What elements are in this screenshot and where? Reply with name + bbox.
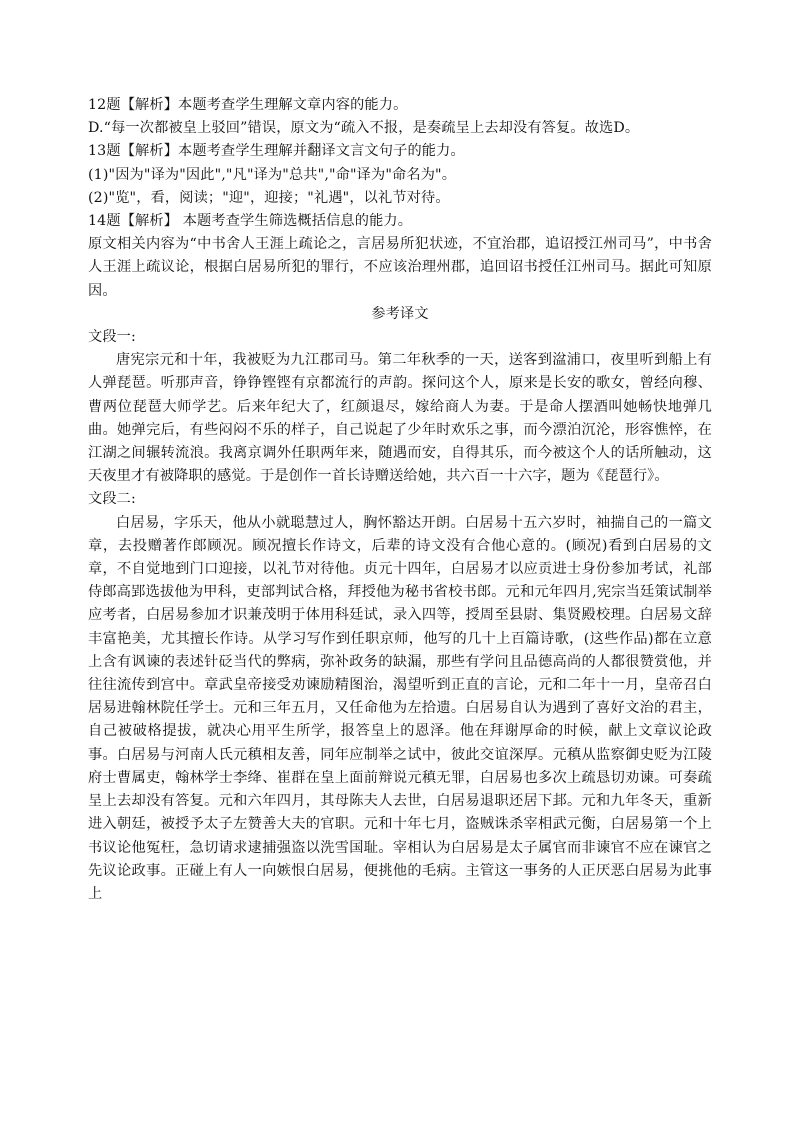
q12-title: 12题【解析】本题考查学生理解文章内容的能力。: [88, 97, 408, 113]
section2-paragraph: 白居易，字乐天，他从小就聪慧过人，胸怀豁达开朗。白居易十五六岁时，袖揣自己的一篇文章，去投赠著作郎顾况。顾况擅长作诗文，后辈的诗文没有合他心意的。(顾况)看到白居易的文章，不自觉地到门口迎接，以礼节对待他。贞元十四年，白居易才以应贡进士身份参加考试，礼部侍郎高郢选拔他为甲科，吏部判试合格，拜授他为秘书省校书郎。元和元年四月,宪宗当廷策试制举应考者，白居易参加才识兼茂明于体用科廷试，录入四等，授周至县尉、集贤殿校理。白居易文辞丰富艳美，尤其擅长作诗。从学习写作到任职京师，他写的几十上百篇诗歌，(这些作品)都在立意上含有讽谏的表述针砭当代的弊病，弥补政务的缺漏，那些有学问且品德高尚的人都很赞赏他，并往往流传到宫中。章武皇帝接受劝谏励精图治，渴望听到正直的言论，元和二年十一月，皇帝召白居易进翰林院任学士。元和三年五月，又任命他为左拾遗。白居易自认为遇到了喜好文治的君主，自己被破格提拔，就决心用平生所学，报答皇上的恩泽。他在拜谢厚命的时候，献上文章议论政事。白居易与河南人氏元稹相友善，同年应制举之试中，彼此交谊深厚。元稹从监察御史贬为江陵府士曹属吏，翰林学士李绛、崔群在皇上面前辩说元稹无罪，白居易也多次上疏恳切劝谏。可奏疏呈上去却没有答复。元和六年四月，其母陈夫人去世，白居易退职还居下邽。元和九年冬天，重新进入朝廷，被授予太子左赞善大夫的官职。元和十年七月，盗贼诛杀宰相武元衡，白居易第一个上书议论他冤枉，急切请求逮捕强盗以洗雪国耻。宰相认为白居易是太子属官而非谏官不应在谏官之先议论政事。正碰上有人一向嫉恨白居易，便挑他的毛病。主管这一事务的人正厌恶白居易为此事上: [88, 514, 712, 902]
q14-body: 原文相关内容为“中书舍人王涯上疏论之，言居易所犯状迹，不宜治郡，追诏授江州司马”，中书舍人王涯上疏议论，根据白居易所犯的罪行，不应该治理州郡，追回诏书授任江州司马。据此可知原因。: [88, 236, 712, 299]
q12-body: D.“每一次都被皇上驳回”错误，原文为“疏入不报，是奏疏呈上去却没有答复。故选D。: [88, 120, 640, 137]
section1-paragraph: 唐宪宗元和十年，我被贬为九江郡司马。第二年秋季的一天，送客到湓浦口，夜里听到船上有人弹琵琶。听那声音，铮铮铿铿有京都流行的声韵。探问这个人，原来是长安的歌女，曾经向穆、曹两位琵琶大师学艺。后来年纪大了，红颜退尽，嫁给商人为妻。于是命人摆酒叫她畅快地弹几曲。她弹完后，有些闷闷不乐的样子，自己说起了少年时欢乐之事，而今漂泊沉沦，形容憔悴，在江湖之间辗转流浪。我离京调外任职两年来，随遇而安，自得其乐，而今被这个人的话所触动，这天夜里才有被降职的感觉。于是创作一首长诗赠送给她，共六百一十六字，题为《琵琶行》。: [88, 352, 712, 485]
section1-label: 文段一:: [88, 329, 136, 346]
section2-label: 文段二:: [88, 491, 136, 508]
q13-item-1: (1)"因为"译为"因此","凡"译为"总共","命"译为"命名为"。: [88, 166, 457, 183]
translation-heading: 参考译文: [371, 305, 429, 322]
q14-title: 14题【解析】 本题考查学生筛选概括信息的能力。: [88, 213, 413, 230]
q13-item-2: (2)"览"，看，阅读；"迎"，迎接；"礼遇"，以礼节对待。: [88, 189, 450, 206]
q13-title: 13题【解析】本题考查学生理解并翻译文言文句子的能力。: [88, 143, 465, 160]
